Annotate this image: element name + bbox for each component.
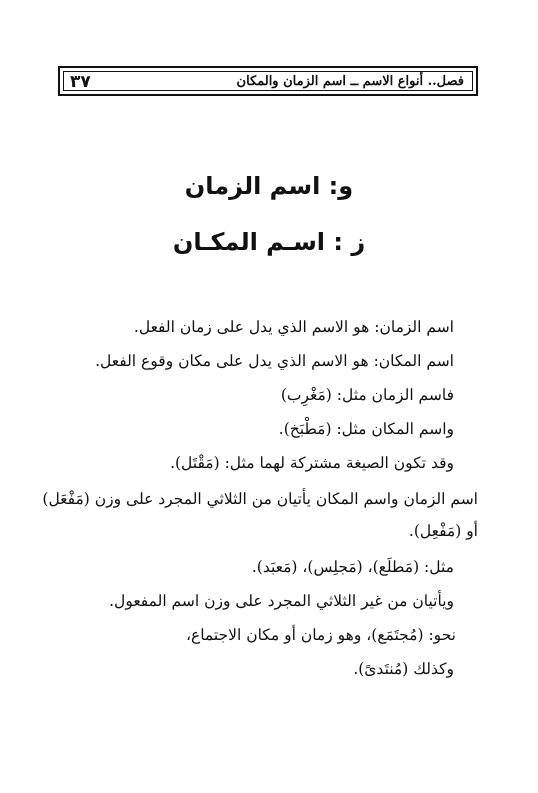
body-line: اسم الزمان واسم المكان يأتيان من الثلاثي المجرد على وزن (مَفْعَل) xyxy=(42,490,478,508)
body-line: واسم المكان مثل: (مَطْبَخ). xyxy=(278,420,454,438)
body-line: نحو: (مُجتَمَع)، وهو زمان أو مكان الاجتماع، xyxy=(185,626,456,644)
body-line: اسم المكان: هو الاسم الذي يدل على مكان وقوع الفعل. xyxy=(95,352,454,370)
body-line: وكذلك (مُنتَدىً). xyxy=(353,660,454,678)
body-line: وقد تكون الصيغة مشتركة لهما مثل: (مَقْتَل). xyxy=(170,454,454,472)
section-heading-time-noun: و: اسم الزمان xyxy=(184,172,354,200)
body-line: اسم الزمان: هو الاسم الذي يدل على زمان الفعل. xyxy=(133,318,454,336)
running-head-title: فصل.. أنواع الاسم ــ اسم الزمان والمكان xyxy=(236,74,464,89)
page-number: ٣٧ xyxy=(70,72,91,92)
body-line: ويأتيان من غير الثلاثي المجرد على وزن اسم المفعول. xyxy=(109,592,454,610)
body-line: فاسم الزمان مثل: (مَغْرِب) xyxy=(280,386,454,404)
running-header xyxy=(58,66,478,96)
section-heading-place-noun: ز : اسـم المكـان xyxy=(172,228,366,256)
body-line: مثل: (مَطلَع)، (مَجلِس)، (مَعبَد). xyxy=(251,558,454,576)
body-line: أو (مَفْعِل). xyxy=(408,522,478,540)
